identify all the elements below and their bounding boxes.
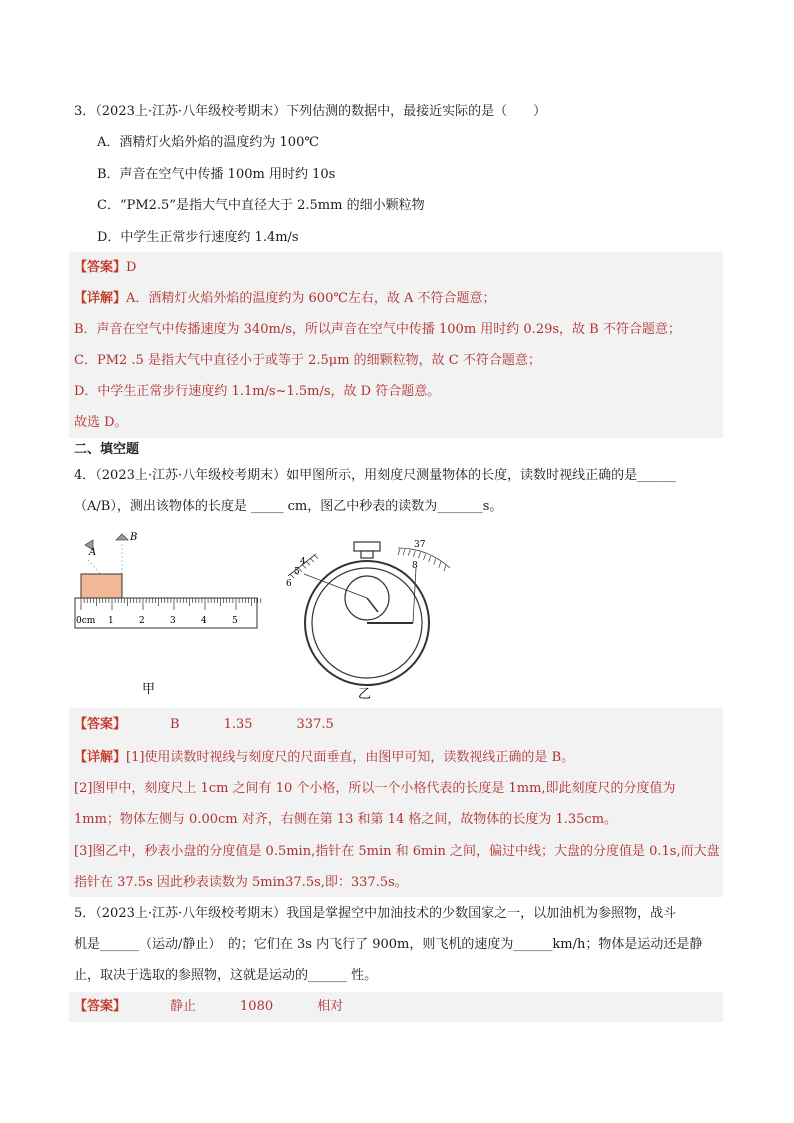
figure-label-jia: 甲 <box>142 682 156 697</box>
zoom-tick <box>314 555 318 559</box>
detail-tag: 【详解】 <box>74 291 127 306</box>
q3-answer-box <box>69 252 723 438</box>
answer-tag: 【答案】 <box>74 999 127 1014</box>
answer-value: 静止 <box>170 999 197 1014</box>
q4-detail-4: [3]图乙中，秒表小盘的分度值是 0.5min,指针在 5min 和 6min 之间，偏过中线；大盘的分度值是 0.1s,而大盘 <box>74 844 720 859</box>
answer-value: 1.35 <box>223 717 253 732</box>
zoom-tick <box>444 565 446 571</box>
detail-text: [1]使用读数时视线与刻度尺的尺面垂直，由图甲可知，读数视线正确的是 B。 <box>126 750 575 765</box>
q3-answer <box>74 258 136 278</box>
tick-label: 5 <box>232 616 238 626</box>
zoom-tick <box>429 556 431 562</box>
q3-detail-2: B．声音在空气中传播速度为 340m/s，所以声音在空气中传播 100m 用时约 0.29s，故 B 不符合题意； <box>74 322 681 337</box>
answer-value: 相对 <box>317 999 344 1014</box>
stopwatch-crown <box>354 542 380 551</box>
q3-option-b: B．声音在空气中传播 100m 用时约 10s <box>97 167 336 182</box>
q4-answer-box <box>69 708 723 897</box>
answer-value: 1080 <box>240 999 274 1014</box>
dial-label: 4 <box>300 557 306 567</box>
stopwatch-stem <box>361 551 373 558</box>
q4-stem-2: （A/B），测出该物体的长度是 _____ cm，图乙中秒表的读数为_______s。 <box>74 499 503 514</box>
detail-text: A．酒精灯火焰外焰的温度约为 600℃左右，故 A 不符合题意； <box>126 291 496 306</box>
dial-label: 5 <box>294 567 300 577</box>
q3-option-a: A．酒精灯火焰外焰的温度约为 100℃ <box>97 135 319 150</box>
q4-detail-3: 1mm；物体左侧与 0.00cm 对齐，右侧在第 13 和第 14 格之间，故物体的长度为 1.35cm。 <box>74 812 618 827</box>
zoom-tick <box>306 561 310 565</box>
zoom-tick <box>434 559 436 565</box>
eye-label-a: A <box>89 547 97 558</box>
q4-detail-1 <box>74 748 574 768</box>
tick-label: 3 <box>170 616 176 626</box>
tick-label: 2 <box>139 616 145 626</box>
tick-label: 1 <box>108 616 114 626</box>
q3-option-c: C．“PM2.5”是指大气中直径大于 2.5mm 的细小颗粒物 <box>97 198 425 213</box>
zoom-tick <box>408 550 410 556</box>
q3-detail-4: D．中学生正常步行速度约 1.1m/s~1.5m/s，故 D 符合题意。 <box>74 384 441 399</box>
q3-option-d: D．中学生正常步行速度约 1.4m/s <box>97 230 299 245</box>
zoom-tick <box>439 562 441 568</box>
zoom-tick <box>424 554 426 560</box>
answer-value: D <box>126 260 137 275</box>
stopwatch-figure <box>278 528 458 703</box>
q5-stem-3: 止，取决于选取的参照物，这就是运动的______ 性。 <box>74 968 378 983</box>
ruler-figure <box>70 528 270 703</box>
zoom-tick <box>310 558 314 562</box>
q5-stem-1: 5．（2023上·江苏·八年级校考期末）我国是掌握空中加油技术的少数国家之一，以加油机为参照物，战斗 <box>74 906 677 921</box>
zoom-tick <box>398 549 400 555</box>
answer-tag: 【答案】 <box>74 717 127 732</box>
dial-label: 37 <box>414 540 426 550</box>
q3-detail-3: C．PM2 .5 是指大气中直径小于或等于 2.5μm 的细颗粒物，故 C 不符合题意； <box>74 353 541 368</box>
q3-stem: 3．（2023上·江苏·八年级校考期末）下列估测的数据中，最接近实际的是（ ） <box>74 104 547 119</box>
answer-value: B <box>170 717 180 732</box>
q5-stem-2: 机是______（运动/静止） 的；它们在 3s 内飞行了 900m，则飞机的速度为______km/h；物体是运动还是静 <box>74 937 703 952</box>
tick-label: 4 <box>201 616 207 626</box>
q3-detail-5: 故选 D。 <box>74 415 128 430</box>
zoom-tick <box>418 552 420 558</box>
detail-tag: 【详解】 <box>74 750 127 765</box>
q3-detail-1 <box>74 289 496 309</box>
dial-label: 8 <box>412 561 418 571</box>
zoom-tick <box>403 549 405 555</box>
q4-detail-2: [2]图甲中，刻度尺上 1cm 之间有 10 个小格，所以一个小格代表的长度是 1mm,即此刻度尺的分度值为 <box>74 781 676 796</box>
answer-tag: 【答案】 <box>74 260 127 275</box>
q4-answer <box>74 715 334 735</box>
zoom-tick <box>413 551 415 557</box>
tick-label: 0cm <box>76 616 96 626</box>
eye-icon-b <box>116 534 128 540</box>
q4-stem-1: 4．（2023上·江苏·八年级校考期末）如甲图所示，用刻度尺测量物体的长度，读数时视线正确的是______ <box>74 468 677 483</box>
eye-label-b: B <box>130 532 138 543</box>
dial-label: 6 <box>286 579 292 589</box>
q5-answer <box>74 997 343 1017</box>
figure-label-yi: 乙 <box>358 687 372 702</box>
answer-value: 337.5 <box>296 717 334 732</box>
measured-block <box>81 574 122 598</box>
q4-detail-5: 指针在 37.5s 因此秒表读数为 5min37.5s,即：337.5s。 <box>74 875 408 890</box>
section-heading: 二、填空题 <box>74 442 140 457</box>
